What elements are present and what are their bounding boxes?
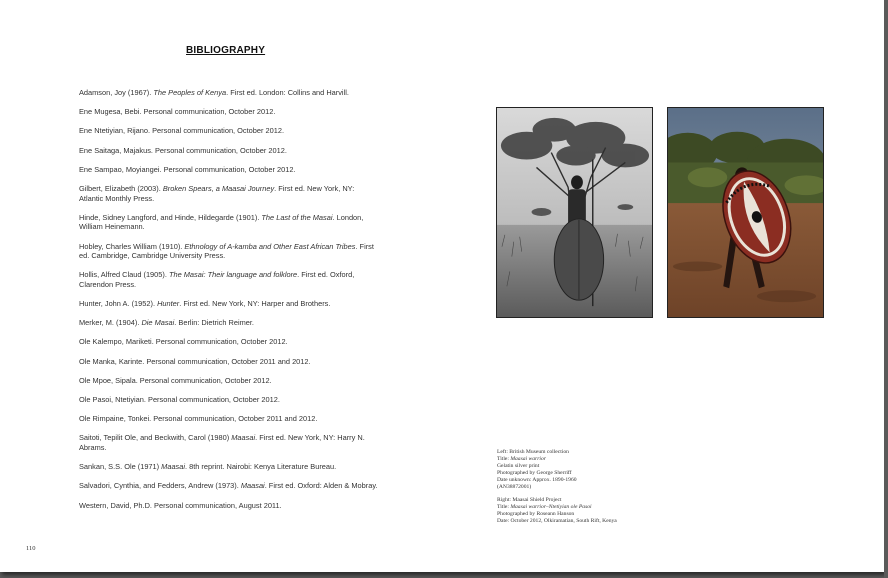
- bibliography-entry: [79, 481, 379, 491]
- bibliography-entry: [79, 242, 379, 261]
- color-warrior-photo: [667, 107, 824, 318]
- text-segment: Hobley, Charles William (1910).: [79, 241, 185, 251]
- text-segment: . First ed. New York, NY: Atlantic Monthly Press.: [79, 183, 355, 203]
- text-segment: Ene Mugesa, Bebi. Personal communication, October 2012.: [79, 107, 276, 117]
- bibliography-entry: [79, 299, 379, 309]
- italic-title: Hunter: [157, 299, 180, 309]
- bibliography-list: [79, 88, 379, 520]
- bibliography-entry: [79, 337, 379, 347]
- text-segment: . Berlin: Dietrich Reimer.: [174, 318, 254, 328]
- text-segment: Ole Manka, Karinte. Personal communication, October 2011 and 2012.: [79, 356, 311, 366]
- caption-line: [497, 456, 577, 463]
- text-segment: Adamson, Joy (1967).: [79, 88, 154, 97]
- bibliography-entry: [79, 270, 379, 289]
- text-segment: Photographed by Roseann Hanson: [497, 510, 575, 517]
- text-segment: Right: Maasai Shield Project: [497, 497, 562, 503]
- text-segment: Hollis, Alfred Claud (1905).: [79, 270, 169, 280]
- italic-title: The Masai: Their language and folklore: [168, 270, 298, 280]
- text-segment: Merker, M. (1904).: [79, 318, 142, 328]
- text-segment: Sankan, S.S. Ole (1971): [79, 462, 162, 472]
- photo-caption-right: [497, 497, 617, 525]
- text-segment: Ole Pasoi, Ntetiyian. Personal communication, October 2012.: [79, 395, 280, 404]
- text-segment: Ole Kalempo, Mariketi. Personal communication, October 2012.: [79, 337, 288, 347]
- italic-title: Broken Spears, a Maasai Journey: [162, 183, 275, 193]
- caption-line: [497, 511, 617, 518]
- italic-title: Die Masai: [141, 318, 175, 328]
- text-segment: . First ed. New York, NY: Harry N. Abrams.: [79, 433, 365, 452]
- text-segment: Title:: [497, 503, 511, 510]
- bibliography-entry: [79, 146, 379, 156]
- text-segment: Ene Ntetiyian, Rijano. Personal communication, October 2012.: [79, 126, 284, 136]
- text-segment: Date unknown: Approx. 1890-1960: [497, 476, 577, 483]
- text-segment: Ole Mpoe, Sipala. Personal communication, October 2012.: [79, 375, 272, 385]
- italic-title: Maasai: [240, 481, 265, 491]
- bibliography-entry: [79, 357, 379, 367]
- caption-line: [497, 518, 617, 525]
- text-segment: (AN38872001): [497, 483, 532, 490]
- text-segment: Title:: [497, 455, 511, 462]
- bibliography-entry: [79, 414, 379, 424]
- text-segment: Western, David, Ph.D. Personal communication, August 2011.: [79, 500, 282, 510]
- text-segment: Ene Saitaga, Majakus. Personal communication, October 2012.: [79, 145, 287, 155]
- text-segment: Hinde, Sidney Langford, and Hinde, Hildegarde (1901).: [79, 212, 262, 222]
- italic-title: Ethnology of A-kamba and Other East African Tribes: [184, 241, 356, 251]
- text-segment: . First ed. London: Collins and Harvill.: [226, 88, 349, 97]
- bw-warrior-photo: [496, 107, 653, 318]
- caption-line: [497, 470, 577, 477]
- bibliography-entry: [79, 126, 379, 136]
- page-title: BIBLIOGRAPHY: [186, 45, 266, 56]
- caption-line: [497, 463, 577, 470]
- bibliography-entry: [79, 433, 379, 452]
- caption-line: [497, 477, 577, 484]
- bibliography-entry: [79, 107, 379, 117]
- window-edge: [884, 0, 888, 578]
- text-segment: . First ed. Oxford: Alden & Mobray.: [264, 481, 378, 491]
- text-segment: Photographed by George Sherriff: [497, 469, 572, 476]
- bibliography-entry: [79, 318, 379, 328]
- text-segment: Ene Sampao, Moyiangei. Personal communication, October 2012.: [79, 164, 296, 174]
- text-segment: . London, William Heinemann.: [79, 212, 364, 232]
- caption-line: [497, 449, 577, 456]
- text-segment: Date: October 2012, Olkiramatian, South Rift, Kenya: [497, 517, 617, 524]
- italic-title: Maasai: [161, 462, 185, 472]
- text-segment: Saitoti, Tepilit Ole, and Beckwith, Carol (1980): [79, 433, 232, 443]
- bibliography-entry: [79, 501, 379, 511]
- caption-line: [497, 497, 617, 504]
- text-segment: Hunter, John A. (1952).: [79, 299, 158, 309]
- caption-line: [497, 484, 577, 491]
- caption-line: [497, 504, 617, 511]
- text-segment: . First ed. Cambridge, Cambridge University Press.: [79, 241, 374, 261]
- text-segment: Gilbert, Elizabeth (2003).: [79, 183, 163, 193]
- bibliography-entry: [79, 165, 379, 175]
- page-number: 110: [26, 545, 36, 552]
- bibliography-entry: [79, 184, 379, 203]
- text-segment: Left: British Museum collection: [497, 449, 569, 455]
- photo-caption-left: [497, 449, 577, 490]
- bibliography-entry: [79, 213, 379, 232]
- italic-title: Maasai warrior–Ntetiyian ole Pasoi: [510, 503, 592, 510]
- bibliography-entry: [79, 395, 379, 405]
- bibliography-entry: [79, 376, 379, 386]
- text-segment: . 8th reprint. Nairobi: Kenya Literature Bureau.: [185, 462, 337, 472]
- italic-title: Maasai warrior: [510, 455, 546, 462]
- italic-title: The Last of the Masai: [261, 212, 333, 222]
- text-segment: Salvadori, Cynthia, and Fedders, Andrew (1973).: [79, 481, 241, 491]
- italic-title: The Peoples of Kenya: [153, 88, 227, 97]
- bibliography-entry: [79, 88, 379, 98]
- text-segment: . First ed. New York, NY: Harper and Brothers.: [179, 299, 331, 309]
- text-segment: Ole Rimpaine, Tonkei. Personal communication, October 2011 and 2012.: [79, 414, 318, 424]
- text-segment: . First ed. Oxford, Clarendon Press.: [79, 270, 355, 289]
- italic-title: Maasai: [231, 433, 256, 443]
- bibliography-entry: [79, 462, 379, 472]
- text-segment: Gelatin silver print: [497, 462, 540, 469]
